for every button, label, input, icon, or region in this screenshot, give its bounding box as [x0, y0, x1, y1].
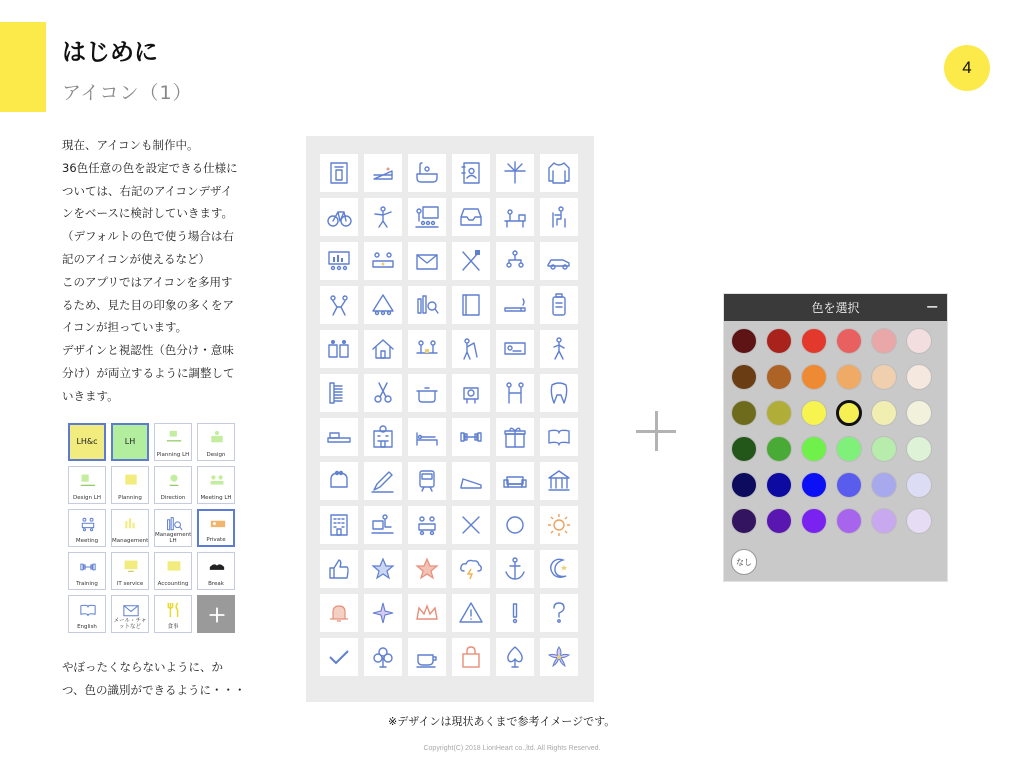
bell-icon — [325, 599, 353, 627]
exclamation-icon — [501, 599, 529, 627]
page-subtitle: アイコン（1） — [62, 82, 193, 104]
icon-cell[interactable] — [540, 330, 578, 368]
bicycle-icon — [325, 203, 353, 231]
text-line: 分け）が両立するように調整して — [62, 365, 235, 380]
yoga-icon — [369, 203, 397, 231]
sample-tile-label: Planning — [118, 495, 142, 501]
color-swatch[interactable] — [766, 472, 792, 498]
sneaker-icon — [457, 467, 485, 495]
icon-cell[interactable] — [408, 374, 446, 412]
thunder-cloud-icon — [457, 555, 485, 583]
icon-cell[interactable] — [496, 374, 534, 412]
text-line: イコンが担っています。 — [62, 320, 188, 335]
text-line: 現在、アイコンも制作中。 — [62, 138, 199, 152]
sample-tile-label: Break — [208, 581, 224, 587]
color-swatch[interactable] — [836, 436, 862, 462]
icon-cell[interactable] — [496, 286, 534, 324]
icon-cell[interactable] — [364, 374, 402, 412]
icon-catalog-panel — [306, 136, 594, 702]
purse-icon — [325, 467, 353, 495]
sample-tile[interactable] — [111, 466, 149, 504]
inbox-icon — [457, 203, 485, 231]
sample-tile[interactable] — [197, 552, 235, 590]
color-swatch[interactable] — [871, 508, 897, 534]
bottle-icon — [545, 291, 573, 319]
text-line: デザインと視認性（色分け・意味 — [62, 343, 234, 358]
coffee-icon — [413, 643, 441, 671]
copyright: Copyright(C) 2018 LionHeart co.,ltd. All Rights Reserved. — [423, 745, 601, 752]
icon-cell[interactable] — [408, 462, 446, 500]
color-swatch[interactable] — [766, 400, 792, 426]
sample-icon-grid — [68, 423, 235, 633]
dumbbell-icon — [78, 557, 98, 577]
icon-cell[interactable] — [320, 330, 358, 368]
cleaning-icon — [457, 335, 485, 363]
sample-tile-label: メール・チャットなど — [113, 618, 147, 630]
icon-cell[interactable] — [452, 638, 490, 676]
text-line: ンをベースに検討していきます。 — [62, 206, 234, 221]
color-swatch[interactable] — [731, 436, 757, 462]
color-picker — [724, 294, 947, 581]
collapse-icon[interactable]: − — [925, 297, 939, 316]
icon-cell[interactable] — [540, 154, 578, 192]
color-swatch[interactable] — [766, 364, 792, 390]
icon-cell[interactable] — [408, 286, 446, 324]
color-swatch[interactable] — [871, 472, 897, 498]
text-line: いきます。 — [62, 388, 119, 403]
text-line: （デフォルトの色で使う場合は右 — [62, 229, 234, 244]
moon-icon — [545, 555, 573, 583]
desk-icon — [164, 428, 184, 448]
car-icon — [545, 247, 573, 275]
sample-tile-label: Direction — [160, 495, 186, 501]
scissors-icon — [369, 379, 397, 407]
reading-icon — [78, 600, 98, 620]
house-icon — [369, 335, 397, 363]
icon-cell[interactable] — [452, 330, 490, 368]
color-swatch[interactable] — [906, 328, 932, 354]
thumbs-up-icon — [325, 555, 353, 583]
sample-tile-label: LH&c — [76, 437, 98, 446]
walking-icon — [545, 335, 573, 363]
flower-icon — [545, 643, 573, 671]
icon-cell[interactable] — [452, 506, 490, 544]
sample-tile-label: IT service — [116, 581, 144, 587]
icon-cell[interactable] — [320, 374, 358, 412]
sun-icon — [545, 511, 573, 539]
icon-cell[interactable] — [320, 506, 358, 544]
icon-cell[interactable] — [540, 594, 578, 632]
icon-cell[interactable] — [540, 506, 578, 544]
icon-cell[interactable] — [364, 330, 402, 368]
icon-cell[interactable] — [540, 462, 578, 500]
icon-cell[interactable] — [320, 198, 358, 236]
color-swatch[interactable] — [731, 364, 757, 390]
intro-text — [62, 134, 262, 408]
color-swatch[interactable] — [731, 472, 757, 498]
text-line: このアプリではアイコンを多用す — [62, 274, 233, 289]
toothbrush-icon — [325, 423, 353, 451]
icon-cell[interactable] — [496, 418, 534, 456]
shirt-icon — [545, 159, 573, 187]
icon-cell[interactable] — [496, 550, 534, 588]
circle-icon — [501, 511, 529, 539]
building-icon — [325, 511, 353, 539]
question-icon — [545, 599, 573, 627]
icon-cell[interactable] — [364, 418, 402, 456]
sample-tile-label: 食事 — [167, 624, 179, 630]
icon-cell[interactable] — [364, 594, 402, 632]
color-swatch[interactable] — [871, 364, 897, 390]
icon-cell[interactable] — [320, 550, 358, 588]
star-icon — [369, 555, 397, 583]
icon-cell[interactable] — [496, 638, 534, 676]
sleep-icon — [208, 515, 228, 535]
icon-cell[interactable] — [320, 286, 358, 324]
icon-cell[interactable] — [408, 154, 446, 192]
color-swatch[interactable] — [906, 400, 932, 426]
lock-icon — [457, 643, 485, 671]
add-icon — [204, 602, 230, 628]
reading-chair-icon — [545, 203, 573, 231]
sample-tile-label: Management LH — [155, 532, 192, 544]
icon-cell[interactable] — [408, 418, 446, 456]
chart-search-icon — [413, 291, 441, 319]
projector-icon — [457, 379, 485, 407]
icon-cell[interactable] — [408, 638, 446, 676]
page-number-badge: 4 — [944, 45, 990, 91]
icon-cell[interactable] — [364, 462, 402, 500]
computer-user-icon — [369, 511, 397, 539]
icon-cell[interactable] — [540, 242, 578, 280]
color-swatch[interactable] — [766, 436, 792, 462]
icon-cell[interactable] — [496, 506, 534, 544]
icon-cell[interactable] — [452, 462, 490, 500]
disclaimer-note: ※デザインは現状あくまで参考イメージです。 — [388, 715, 616, 728]
sample-tile[interactable] — [111, 423, 149, 461]
icon-cell[interactable] — [364, 198, 402, 236]
icon-cell[interactable] — [320, 418, 358, 456]
sample-tile[interactable] — [154, 509, 192, 547]
handshake-icon — [501, 379, 529, 407]
color-swatch[interactable] — [906, 436, 932, 462]
sofa-icon — [501, 467, 529, 495]
color-swatch[interactable] — [766, 508, 792, 534]
sample-tile[interactable] — [68, 552, 106, 590]
book-icon — [457, 291, 485, 319]
sample-tile-label: Accounting — [157, 581, 189, 587]
sample-tile[interactable] — [154, 423, 192, 461]
icon-cell[interactable] — [408, 242, 446, 280]
icon-cell[interactable] — [364, 242, 402, 280]
rest-icon — [207, 557, 227, 577]
color-swatch[interactable] — [766, 328, 792, 354]
icon-cell[interactable] — [496, 154, 534, 192]
icon-cell[interactable] — [320, 594, 358, 632]
chart-icon — [121, 514, 141, 534]
color-swatch[interactable] — [801, 508, 827, 534]
meeting-icon — [207, 471, 227, 491]
mail-icon — [121, 600, 141, 620]
meeting-table-icon — [369, 247, 397, 275]
tools-icon — [457, 247, 485, 275]
icon-cell[interactable] — [496, 198, 534, 236]
tooth-icon — [545, 379, 573, 407]
sample-tile[interactable] — [68, 595, 106, 633]
sample-tile[interactable] — [154, 595, 192, 633]
icon-cell[interactable] — [364, 286, 402, 324]
text-line: やぼったくならないように、か — [62, 660, 223, 674]
icon-cell[interactable] — [364, 638, 402, 676]
sample-tile[interactable] — [68, 509, 106, 547]
nap-icon — [501, 335, 529, 363]
icon-cell[interactable] — [540, 638, 578, 676]
color-swatch[interactable] — [871, 436, 897, 462]
sample-tile-label: Private — [206, 537, 226, 543]
computer-icon — [121, 557, 141, 577]
icon-cell[interactable] — [320, 638, 358, 676]
sample-tile[interactable] — [111, 595, 149, 633]
bath-icon — [413, 159, 441, 187]
mail-icon — [413, 247, 441, 275]
color-swatch[interactable] — [731, 400, 757, 426]
no-color-button[interactable]: なし — [731, 549, 757, 575]
sample-tile[interactable] — [154, 466, 192, 504]
sample-tile-label: English — [77, 624, 97, 630]
check-icon — [325, 643, 353, 671]
seminar-icon — [369, 291, 397, 319]
color-swatch[interactable] — [871, 328, 897, 354]
color-swatch[interactable] — [836, 328, 862, 354]
sample-tile[interactable] — [111, 509, 149, 547]
hierarchy-icon — [501, 247, 529, 275]
icon-cell[interactable] — [320, 462, 358, 500]
color-swatch[interactable] — [906, 472, 932, 498]
color-swatch[interactable] — [731, 508, 757, 534]
icon-cell[interactable] — [496, 330, 534, 368]
color-swatch[interactable] — [731, 328, 757, 354]
pen-icon — [369, 467, 397, 495]
closing-text — [62, 656, 246, 702]
color-swatch[interactable] — [801, 328, 827, 354]
interview-icon — [413, 335, 441, 363]
spade-icon — [501, 643, 529, 671]
dumbbell-icon — [457, 423, 485, 451]
color-picker-header — [724, 294, 947, 321]
color-swatch[interactable] — [836, 400, 862, 426]
icon-catalog-grid — [320, 154, 578, 676]
icon-cell[interactable] — [496, 462, 534, 500]
text-line: つ、色の識別ができるように・・・ — [62, 682, 246, 697]
direction-icon — [164, 471, 184, 491]
icon-cell[interactable] — [408, 506, 446, 544]
icon-cell[interactable] — [364, 550, 402, 588]
bed-icon — [413, 423, 441, 451]
reading-icon — [545, 423, 573, 451]
text-line: るため、見た目の印象の多くをア — [62, 297, 235, 312]
pot-icon — [413, 379, 441, 407]
cutlery-icon — [164, 600, 184, 620]
sample-tile-label: Meeting — [75, 538, 99, 544]
color-swatch[interactable] — [836, 364, 862, 390]
color-swatch[interactable] — [801, 400, 827, 426]
desk-work-icon — [501, 203, 529, 231]
text-line: 記のアイコンが使えるなど） — [62, 251, 211, 266]
icon-cell[interactable] — [540, 198, 578, 236]
color-swatch-grid — [731, 328, 932, 534]
icon-cell[interactable] — [408, 594, 446, 632]
icon-cell[interactable] — [452, 154, 490, 192]
color-swatch[interactable] — [836, 508, 862, 534]
plus-icon — [636, 411, 676, 451]
icon-cell[interactable] — [452, 594, 490, 632]
icon-cell[interactable] — [540, 286, 578, 324]
color-swatch[interactable] — [906, 364, 932, 390]
page-title: はじめに — [62, 38, 158, 66]
icon-cell[interactable] — [540, 418, 578, 456]
color-picker-title: 色を選択 — [811, 301, 860, 315]
sparkle-icon — [369, 599, 397, 627]
color-swatch[interactable] — [871, 400, 897, 426]
icon-cell[interactable] — [364, 506, 402, 544]
design-icon — [207, 428, 227, 448]
sample-tile[interactable] — [197, 595, 235, 633]
cigarette-icon — [501, 291, 529, 319]
train-icon — [413, 467, 441, 495]
icon-cell[interactable] — [320, 154, 358, 192]
sample-tile[interactable] — [68, 423, 106, 461]
icon-cell[interactable] — [408, 198, 446, 236]
color-swatch[interactable] — [906, 508, 932, 534]
icon-cell[interactable] — [452, 286, 490, 324]
sample-tile-label: Management — [112, 538, 149, 544]
bank-icon — [545, 467, 573, 495]
chart-search-icon — [164, 514, 184, 534]
sample-tile-label: Design LH — [73, 495, 101, 501]
sample-tile-label: Training — [76, 581, 98, 587]
accent-bar — [0, 22, 46, 112]
icon-cell[interactable] — [364, 154, 402, 192]
anchor-icon — [501, 555, 529, 583]
icon-cell[interactable] — [496, 594, 534, 632]
icon-cell[interactable] — [408, 550, 446, 588]
sample-tile-label: LH — [124, 437, 136, 446]
report-icon — [325, 247, 353, 275]
icon-cell[interactable] — [540, 374, 578, 412]
team-icon — [78, 514, 98, 534]
close-x-icon — [457, 511, 485, 539]
fireworks-icon — [501, 159, 529, 187]
text-line: 36色任意の色を設定できる仕様に — [62, 160, 238, 175]
sample-tile[interactable] — [197, 466, 235, 504]
hospital-icon — [369, 423, 397, 451]
sample-tile-label: Planning LH — [156, 452, 190, 458]
sample-tile[interactable] — [154, 552, 192, 590]
sample-tile[interactable] — [197, 509, 235, 547]
icon-cell[interactable] — [452, 198, 490, 236]
icon-cell[interactable] — [452, 242, 490, 280]
icon-cell[interactable] — [496, 242, 534, 280]
tray-icon — [164, 557, 184, 577]
icon-cell[interactable] — [452, 374, 490, 412]
icon-cell[interactable] — [540, 550, 578, 588]
icon-cell[interactable] — [452, 550, 490, 588]
color-swatch[interactable] — [801, 472, 827, 498]
address-book-icon — [457, 159, 485, 187]
planning-icon — [121, 471, 141, 491]
sample-tile[interactable] — [68, 466, 106, 504]
club-icon — [369, 643, 397, 671]
sample-tile-label: Design — [206, 452, 226, 458]
sample-tile[interactable] — [197, 423, 235, 461]
color-swatch[interactable] — [836, 472, 862, 498]
sample-tile[interactable] — [111, 552, 149, 590]
icon-cell[interactable] — [320, 242, 358, 280]
warning-icon — [457, 599, 485, 627]
design-desk-icon — [78, 471, 98, 491]
icon-cell[interactable] — [452, 418, 490, 456]
star-filled-icon — [413, 555, 441, 583]
comb-icon — [325, 379, 353, 407]
cake-icon — [369, 159, 397, 187]
crown-icon — [413, 599, 441, 627]
atm-icon — [325, 159, 353, 187]
toast-icon — [325, 335, 353, 363]
gift-icon — [501, 423, 529, 451]
team-icon — [413, 511, 441, 539]
presentation-icon — [413, 203, 441, 231]
sample-tile-label: Meeting LH — [200, 495, 232, 501]
color-swatch[interactable] — [801, 364, 827, 390]
icon-cell[interactable] — [408, 330, 446, 368]
text-line: ついては、右記のアイコンデザイ — [62, 183, 233, 198]
stretch-icon — [325, 291, 353, 319]
color-swatch[interactable] — [801, 436, 827, 462]
